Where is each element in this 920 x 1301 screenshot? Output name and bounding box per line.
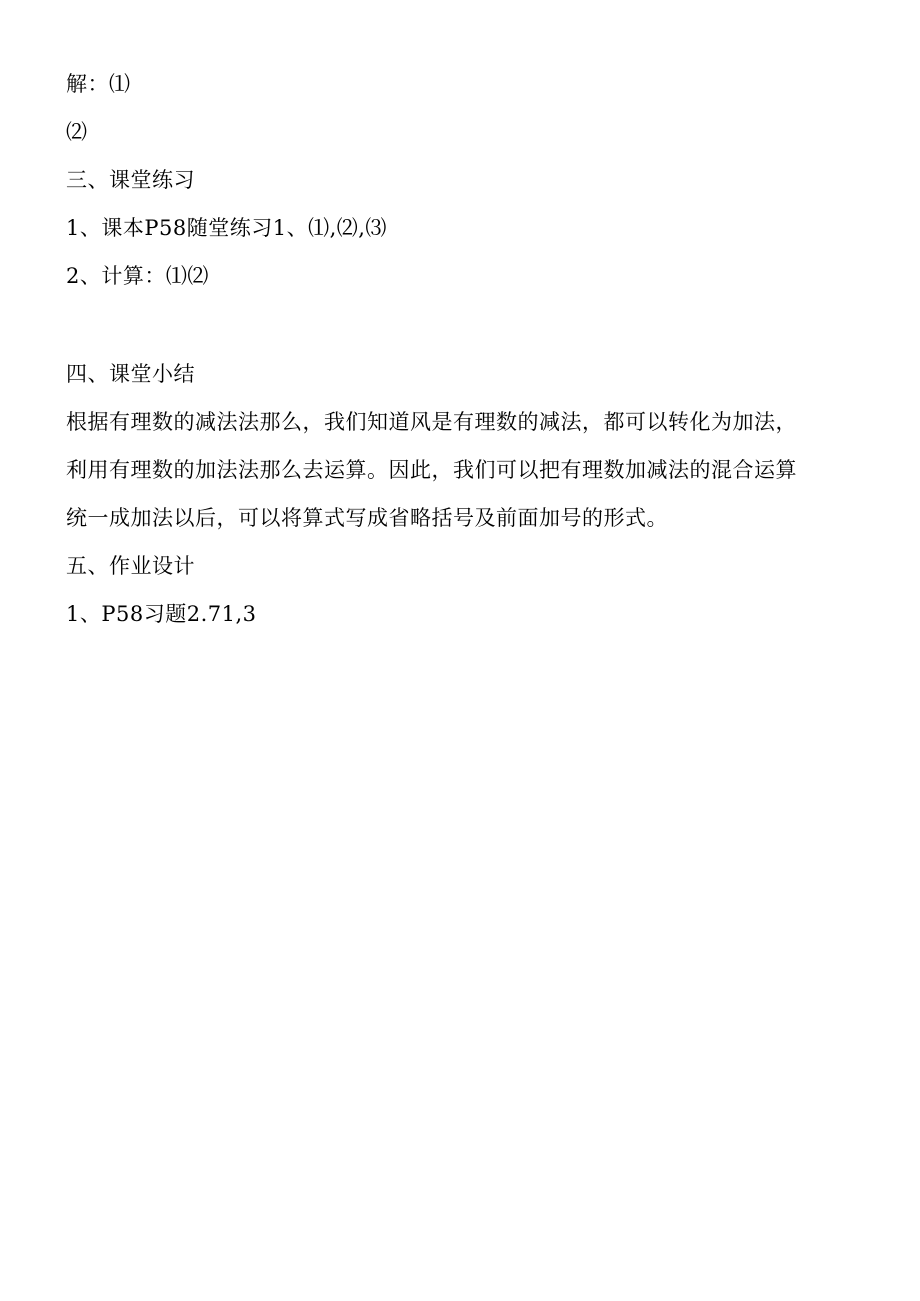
exercise-item-1: 1、课本P58随堂练习1、⑴,⑵,⑶ bbox=[66, 216, 387, 240]
sub-question-two: ⑵ bbox=[66, 120, 88, 144]
summary-line-1: 根据有理数的减法法那么，我们知道风是有理数的减法，都可以转化为加法， bbox=[66, 410, 797, 434]
summary-line-3: 统一成加法以后，可以将算式写成省略括号及前面加号的形式。 bbox=[66, 506, 668, 530]
section-4-title: 四、课堂小结 bbox=[66, 362, 195, 386]
homework-item-1: 1、P58习题2.71,3 bbox=[66, 602, 257, 626]
summary-line-2: 利用有理数的加法法那么去运算。因此，我们可以把有理数加减法的混合运算 bbox=[66, 458, 797, 482]
solution-line: 解：⑴ bbox=[66, 72, 131, 96]
summary-paragraph bbox=[66, 398, 866, 542]
section-5-title: 五、作业设计 bbox=[66, 554, 195, 578]
exercise-item-2: 2、计算：⑴⑵ bbox=[66, 264, 209, 288]
section-3-title: 三、课堂练习 bbox=[66, 168, 195, 192]
